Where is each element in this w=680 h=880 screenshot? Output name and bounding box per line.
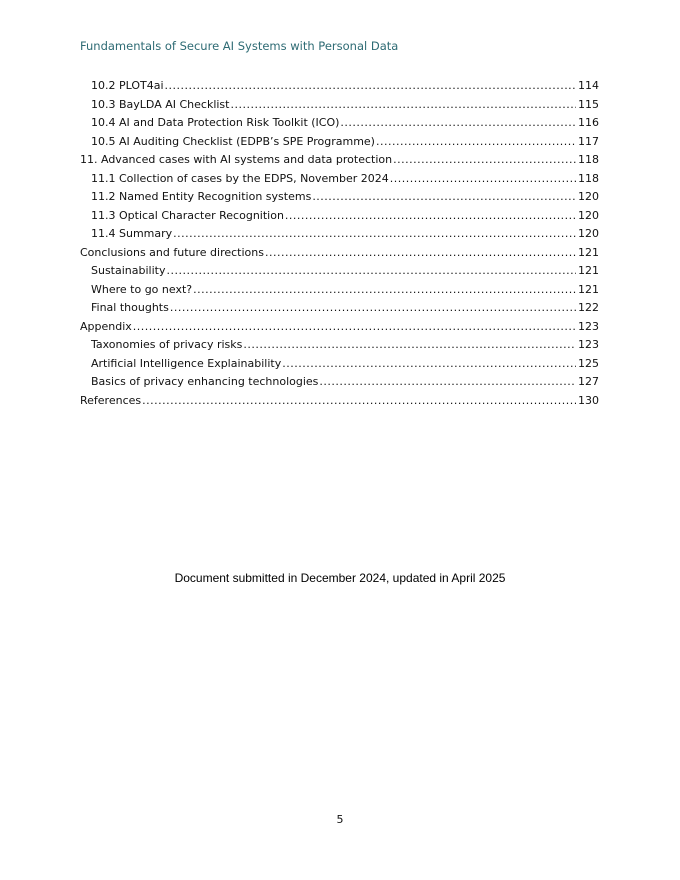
toc-dot-leader [166,262,576,281]
toc-entry[interactable] [80,262,599,281]
toc-entry-page: 118 [578,153,599,166]
toc-entry[interactable] [80,151,599,170]
toc-entry-page: 120 [578,208,599,222]
toc-entry[interactable] [80,188,599,207]
toc-entry-title: 10.4 AI and Data Protection Risk Toolkit (ICO) [91,116,340,129]
toc-dot-leader [165,77,576,96]
toc-entry[interactable] [80,355,599,374]
toc-entry-title: 11.4 Summary [91,227,173,240]
toc-entry[interactable] [80,114,599,133]
toc-entry-page: 120 [578,190,599,203]
toc-dot-leader [393,151,576,170]
toc-entry-title: Appendix [80,319,132,333]
toc-entry-title: 10.3 BayLDA AI Checklist [91,97,230,111]
toc-entry-page: 123 [578,338,599,351]
toc-dot-leader [319,373,576,392]
toc-entry[interactable] [80,336,599,355]
toc-entry-page: 118 [578,171,599,185]
toc-entry-title: 10.2 PLOT4ai [91,79,164,92]
toc-entry[interactable] [80,299,599,318]
toc-entry-title: Taxonomies of privacy risks [91,338,243,351]
toc-entry-title: Sustainability [91,264,166,277]
toc-dot-leader [282,355,576,374]
table-of-contents [80,77,599,410]
toc-entry[interactable] [80,77,599,96]
toc-entry-page: 122 [578,301,599,314]
toc-dot-leader [285,207,576,226]
toc-entry-title: Where to go next? [91,282,193,296]
toc-entry-title: Artificial Intelligence Explainability [91,356,282,370]
toc-entry[interactable] [80,318,599,337]
toc-dot-leader [390,170,576,189]
toc-entry[interactable] [80,207,599,226]
toc-dot-leader [133,318,576,337]
toc-entry[interactable] [80,281,599,300]
toc-dot-leader [376,133,576,152]
toc-entry[interactable] [80,133,599,152]
toc-entry-page: 121 [578,245,599,259]
toc-dot-leader [312,188,576,207]
toc-entry-page: 121 [578,282,599,296]
toc-entry[interactable] [80,392,599,411]
toc-dot-leader [170,299,576,318]
toc-entry-title: 11.3 Optical Character Recognition [91,208,284,222]
toc-entry-page: 116 [578,116,599,129]
toc-entry-page: 115 [578,97,599,111]
toc-entry-title: References [80,393,142,407]
toc-entry-page: 121 [578,264,599,277]
toc-entry-page: 125 [578,356,599,370]
toc-entry-page: 123 [578,319,599,333]
toc-entry-page: 127 [578,375,599,388]
toc-entry[interactable] [80,244,599,263]
toc-entry-title: 10.5 AI Auditing Checklist (EDPB’s SPE Programme) [91,134,375,148]
toc-dot-leader [142,392,576,411]
toc-entry-title: 11.2 Named Entity Recognition systems [91,190,312,203]
toc-entry-title: Conclusions and future directions [80,245,264,259]
toc-entry-page: 114 [578,79,599,92]
toc-entry-title: Final thoughts [91,301,169,314]
toc-entry[interactable] [80,96,599,115]
toc-entry-page: 130 [578,393,599,407]
toc-entry-page: 117 [578,134,599,148]
toc-dot-leader [265,244,576,263]
toc-entry-page: 120 [578,227,599,240]
toc-dot-leader [243,336,576,355]
running-header: Fundamentals of Secure AI Systems with Personal Data [80,39,399,53]
toc-entry[interactable] [80,373,599,392]
toc-entry-title: 11.1 Collection of cases by the EDPS, November 2024 [91,171,389,185]
toc-entry-title: Basics of privacy enhancing technologies [91,375,319,388]
toc-dot-leader [173,225,576,244]
toc-entry[interactable] [80,225,599,244]
toc-entry[interactable] [80,170,599,189]
page-number: 5 [336,813,344,826]
submission-note: Document submitted in December 2024, updated in April 2025 [174,571,506,585]
toc-dot-leader [193,281,576,300]
toc-dot-leader [230,96,576,115]
toc-dot-leader [340,114,576,133]
toc-entry-title: 11. Advanced cases with AI systems and data protection [80,153,393,166]
